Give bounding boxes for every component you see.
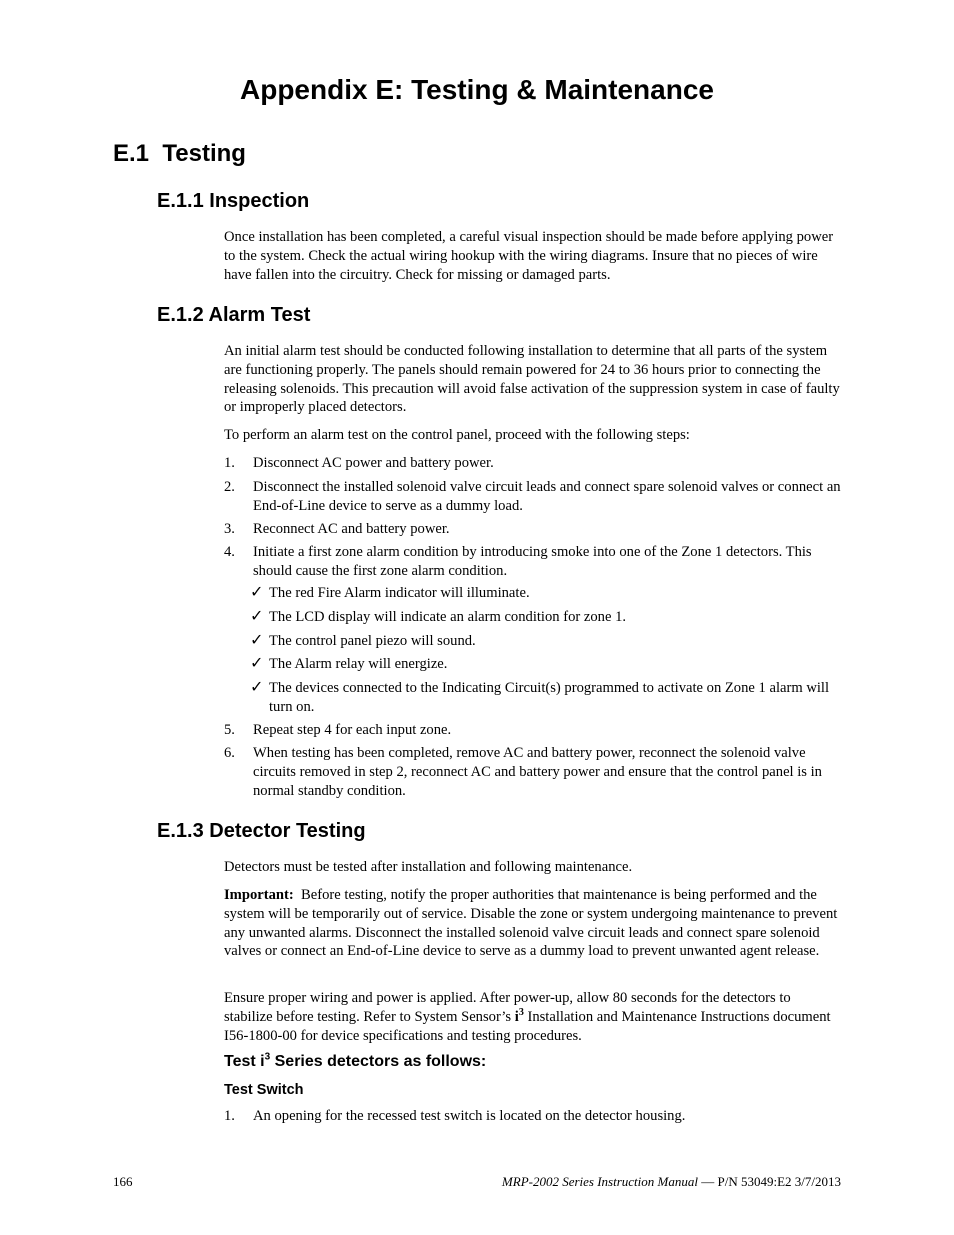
footer-manual-title: MRP-2002 Series Instruction Manual: [501, 1174, 698, 1189]
test-series-heading-b: Series detectors as follows:: [270, 1053, 487, 1070]
checklist-item-text: The devices connected to the Indicating Circuit(s) programmed to activate on Zone 1 alarm will turn on.: [269, 680, 830, 715]
page-title: Appendix E: Testing & Maintenance: [240, 74, 714, 105]
list-item-number: 1.: [224, 455, 235, 471]
list-item-text: Disconnect the installed solenoid valve circuit leads and connect spare solenoid valves or connect an End-of-Line device to serve as a dummy load.: [253, 479, 841, 514]
list-item-number: 1.: [224, 1108, 235, 1124]
list-item: [224, 520, 842, 539]
important-label: Important:: [224, 887, 294, 903]
checkmark-icon: ✓: [250, 655, 264, 672]
section-title: Testing: [162, 140, 246, 167]
test-series-superscript: 3: [264, 1051, 271, 1063]
checkmark-icon: ✓: [250, 608, 264, 625]
checkmark-icon: ✓: [250, 584, 264, 601]
i3-superscript: 3: [518, 1006, 524, 1018]
checklist-item-text: The LCD display will indicate an alarm condition for zone 1.: [269, 609, 627, 625]
inspection-heading: E.1.1 Inspection: [157, 190, 310, 212]
checklist-item-text: The red Fire Alarm indicator will illuminate.: [269, 585, 530, 601]
wiring-paragraph: [224, 989, 842, 1045]
page-number: 166: [113, 1174, 133, 1189]
inspection-paragraph: Once installation has been completed, a careful visual inspection should be made before applying power to the system. Check the actual wiring hookup with the wiring diagrams. Insure that no pieces of wire have fallen into the circuitry. Check for missing or damaged parts.: [224, 229, 834, 283]
list-item-number: 5.: [224, 722, 235, 738]
list-item-text: Reconnect AC and battery power.: [253, 521, 450, 537]
checklist-item: [250, 655, 842, 674]
list-item-text: When testing has been completed, remove AC and battery power, reconnect the solenoid valve circuits removed in step 2, reconnect AC and battery power and ensure that the control panel is in normal standby condition.: [253, 745, 822, 799]
list-item-number: 2.: [224, 479, 235, 495]
alarm-test-heading: E.1.2 Alarm Test: [157, 304, 311, 326]
list-item: [224, 478, 842, 516]
list-item-number: 4.: [224, 544, 235, 560]
list-item-text: Repeat step 4 for each input zone.: [253, 722, 452, 738]
checklist-item: [250, 584, 842, 603]
alarm-test-intro: An initial alarm test should be conducted following installation to determine that all parts of the system are functioning properly. The panels should remain powered for 24 to 36 hours prior to connecting the releasing solenoids. This precaution will avoid false activation of the suppression system in case of faulty or improperly placed detectors.: [224, 343, 840, 416]
list-item: [224, 744, 842, 800]
i3-letter: i: [514, 1008, 519, 1025]
list-item: [224, 454, 842, 473]
checkmark-icon: ✓: [250, 632, 264, 649]
checkmark-icon: ✓: [250, 679, 264, 696]
checklist-item: [250, 632, 842, 651]
list-item-text: An opening for the recessed test switch is located on the detector housing.: [253, 1108, 686, 1124]
section-number: E.1: [113, 140, 150, 167]
checklist-item-text: The Alarm relay will energize.: [269, 656, 448, 672]
list-item-text: Disconnect AC power and battery power.: [253, 455, 494, 471]
important-paragraph: [224, 886, 842, 961]
detector-testing-heading: E.1.3 Detector Testing: [157, 820, 366, 842]
test-switch-heading: Test Switch: [224, 1082, 304, 1098]
checklist-item: [250, 608, 842, 627]
list-item-number: 6.: [224, 745, 235, 761]
footer-manual-info: [341, 1174, 841, 1190]
section-heading: [113, 140, 246, 168]
wiring-text-b: Installation and Maintenance Instructions document I56-1800-00 for device specifications and testing procedures.: [224, 1008, 831, 1044]
list-item: [224, 543, 842, 581]
footer-part-number: — P/N 53049:E2 3/7/2013: [697, 1174, 841, 1189]
i3-brand: [514, 1006, 524, 1025]
checklist-item-text: The control panel piezo will sound.: [269, 633, 476, 649]
list-item-text: Initiate a first zone alarm condition by introducing smoke into one of the Zone 1 detectors. This should cause the first zone alarm condition.: [253, 544, 812, 579]
detector-testing-paragraph: Detectors must be tested after installation and following maintenance.: [224, 859, 633, 875]
test-series-heading-a: Test i: [224, 1053, 265, 1070]
list-item-number: 3.: [224, 521, 235, 537]
important-text: Before testing, notify the proper authorities that maintenance is being performed and the system will be temporarily out of service. Disable the zone or system undergoing maintenance to prevent any unwanted alarms. Disconnect the installed solenoid valve circuit leads and connect spare solenoid valves or connect an End-of-Line device to serve as a dummy load to prevent unwanted agent release.: [224, 887, 838, 960]
list-item: [224, 721, 842, 740]
list-item: [224, 1107, 842, 1126]
alarm-test-lead: To perform an alarm test on the control panel, proceed with the following steps:: [224, 427, 690, 443]
checklist-item: [250, 679, 842, 717]
wiring-text-a: Ensure proper wiring and power is applied. After power-up, allow 80 seconds for the detectors to stabilize before testing. Refer to System Sensor’s: [224, 990, 791, 1025]
test-series-heading: [224, 1053, 486, 1071]
